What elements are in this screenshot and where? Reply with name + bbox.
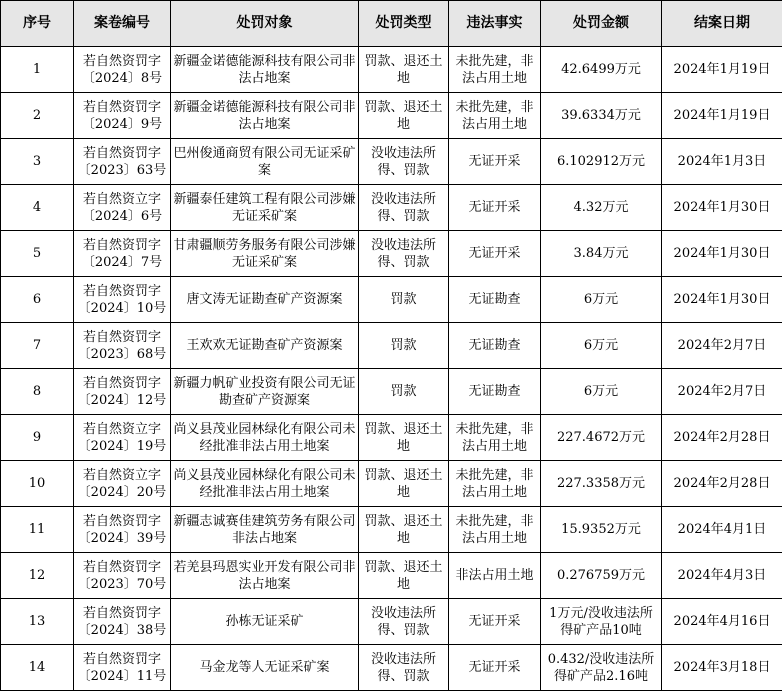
case-number-line1: 若自然资罚字 (82, 513, 161, 529)
cell-close-date: 2024年1月30日 (662, 277, 782, 323)
cell-target: 新疆金诺德能源科技有限公司非法占地案 (171, 93, 359, 139)
table-row (1, 93, 782, 139)
cell-penalty-type: 没收违法所得、罚款 (359, 185, 449, 231)
table-row (1, 599, 782, 645)
cell-case-number (74, 507, 171, 553)
header-penalty-amount: 处罚金额 (541, 1, 662, 47)
cell-violation-fact: 无证勘查 (449, 323, 541, 369)
case-number-line1: 若自然资罚字 (82, 145, 161, 161)
cell-violation-fact: 无证开采 (449, 599, 541, 645)
table-row (1, 553, 782, 599)
cell-penalty-amount: 42.6499万元 (541, 47, 662, 93)
case-number-line2: 〔2024〕20号 (77, 484, 167, 500)
cell-penalty-amount: 15.9352万元 (541, 507, 662, 553)
cell-violation-fact: 无证开采 (449, 139, 541, 185)
cell-penalty-amount: 0.276759万元 (541, 553, 662, 599)
cell-target: 若羌县玛恩实业开发有限公司非法占地案 (171, 553, 359, 599)
cell-no: 4 (1, 185, 74, 231)
cell-penalty-amount: 227.3358万元 (541, 461, 662, 507)
case-number-line1: 若自然资罚字 (82, 605, 161, 621)
case-number-line2: 〔2023〕70号 (77, 576, 167, 592)
case-number-line1: 若自然资立字 (82, 421, 161, 437)
cell-case-number (74, 277, 171, 323)
header-penalty-type: 处罚类型 (359, 1, 449, 47)
cell-penalty-type: 罚款 (359, 323, 449, 369)
cell-target: 孙栋无证采矿 (171, 599, 359, 645)
table-row (1, 415, 782, 461)
cell-close-date: 2024年2月28日 (662, 461, 782, 507)
case-number-line2: 〔2024〕9号 (81, 116, 163, 132)
case-number-line1: 若自然资罚字 (82, 329, 161, 345)
cell-no: 2 (1, 93, 74, 139)
case-number-line2: 〔2024〕38号 (77, 622, 167, 638)
table-row (1, 461, 782, 507)
cell-case-number (74, 93, 171, 139)
cell-case-number (74, 185, 171, 231)
case-number-line2: 〔2023〕63号 (77, 162, 167, 178)
cell-case-number (74, 231, 171, 277)
cell-target: 尚义县茂业园林绿化有限公司未经批准非法占用土地案 (171, 415, 359, 461)
cell-no: 8 (1, 369, 74, 415)
cell-penalty-amount: 6万元 (541, 369, 662, 415)
cell-target: 新疆泰任建筑工程有限公司涉嫌无证采矿案 (171, 185, 359, 231)
cell-penalty-type: 罚款、退还土地 (359, 553, 449, 599)
case-number-line1: 若自然资罚字 (82, 375, 161, 391)
cell-penalty-type: 罚款、退还土地 (359, 93, 449, 139)
cell-close-date: 2024年2月7日 (662, 323, 782, 369)
table-row (1, 47, 782, 93)
cell-penalty-type: 罚款 (359, 277, 449, 323)
case-number-line1: 若自然资立字 (82, 467, 161, 483)
cell-target: 王欢欢无证勘查矿产资源案 (171, 323, 359, 369)
cell-violation-fact: 无证开采 (449, 185, 541, 231)
case-number-line1: 若自然资罚字 (82, 283, 161, 299)
cell-penalty-type: 罚款、退还土地 (359, 415, 449, 461)
table-row (1, 645, 782, 691)
cell-violation-fact: 无证开采 (449, 645, 541, 691)
cell-violation-fact: 未批先建，非法占用土地 (449, 93, 541, 139)
header-violation-fact: 违法事实 (449, 1, 541, 47)
case-number-line2: 〔2024〕11号 (77, 668, 167, 684)
cell-no: 3 (1, 139, 74, 185)
cell-penalty-type: 没收违法所得、罚款 (359, 139, 449, 185)
cell-target: 马金龙等人无证采矿案 (171, 645, 359, 691)
cell-penalty-amount: 227.4672万元 (541, 415, 662, 461)
header-row (1, 1, 782, 47)
case-number-line1: 若自然资罚字 (82, 237, 161, 253)
case-number-line1: 若自然资罚字 (82, 559, 161, 575)
table-row (1, 277, 782, 323)
cell-violation-fact: 未批先建，非法占用土地 (449, 507, 541, 553)
cell-case-number (74, 323, 171, 369)
cell-penalty-amount: 6万元 (541, 323, 662, 369)
table-header (1, 1, 782, 47)
cell-violation-fact: 无证开采 (449, 231, 541, 277)
table-row (1, 185, 782, 231)
cell-penalty-type: 罚款、退还土地 (359, 507, 449, 553)
cell-no: 5 (1, 231, 74, 277)
cell-close-date: 2024年2月7日 (662, 369, 782, 415)
cell-close-date: 2024年1月30日 (662, 185, 782, 231)
cell-penalty-type: 没收违法所得、罚款 (359, 231, 449, 277)
table-row (1, 139, 782, 185)
cell-target: 甘肃疆顺劳务服务有限公司涉嫌无证采矿案 (171, 231, 359, 277)
case-number-line2: 〔2023〕68号 (77, 346, 167, 362)
cell-close-date: 2024年4月16日 (662, 599, 782, 645)
cell-target: 唐文涛无证勘查矿产资源案 (171, 277, 359, 323)
case-number-line2: 〔2024〕10号 (77, 300, 167, 316)
case-number-line1: 若自然资罚字 (82, 651, 161, 667)
cell-close-date: 2024年3月18日 (662, 645, 782, 691)
cell-no: 13 (1, 599, 74, 645)
table-row (1, 507, 782, 553)
cell-case-number (74, 553, 171, 599)
cell-close-date: 2024年1月19日 (662, 93, 782, 139)
cell-violation-fact: 未批先建，非法占用土地 (449, 461, 541, 507)
cell-case-number (74, 369, 171, 415)
cell-penalty-type: 没收违法所得、罚款 (359, 645, 449, 691)
cell-target: 新疆金诺德能源科技有限公司非法占地案 (171, 47, 359, 93)
table-body (1, 47, 782, 691)
cell-penalty-amount: 1万元/没收违法所得矿产品10吨 (541, 599, 662, 645)
cell-penalty-type: 罚款 (359, 369, 449, 415)
cell-penalty-type: 没收违法所得、罚款 (359, 599, 449, 645)
cell-no: 12 (1, 553, 74, 599)
cell-target: 新疆志诚赛佳建筑劳务有限公司非法占地案 (171, 507, 359, 553)
case-number-line1: 若自然资罚字 (82, 99, 161, 115)
cell-penalty-amount: 39.6334万元 (541, 93, 662, 139)
cell-no: 6 (1, 277, 74, 323)
cell-case-number (74, 139, 171, 185)
case-number-line1: 若自然资罚字 (82, 53, 161, 69)
cell-penalty-amount: 6.102912万元 (541, 139, 662, 185)
cell-violation-fact: 无证勘查 (449, 277, 541, 323)
cell-close-date: 2024年1月3日 (662, 139, 782, 185)
cell-no: 10 (1, 461, 74, 507)
cell-penalty-amount: 6万元 (541, 277, 662, 323)
cell-violation-fact: 未批先建，非法占用土地 (449, 415, 541, 461)
header-no: 序号 (1, 1, 74, 47)
case-number-line2: 〔2024〕19号 (77, 438, 167, 454)
cell-violation-fact: 非法占用土地 (449, 553, 541, 599)
cell-no: 7 (1, 323, 74, 369)
cell-case-number (74, 599, 171, 645)
cell-close-date: 2024年2月28日 (662, 415, 782, 461)
case-number-line1: 若自然资立字 (82, 191, 161, 207)
case-number-line2: 〔2024〕6号 (81, 208, 163, 224)
cell-penalty-amount: 0.432/没收违法所得矿产品2.16吨 (541, 645, 662, 691)
case-number-line2: 〔2024〕39号 (77, 530, 167, 546)
cell-penalty-amount: 4.32万元 (541, 185, 662, 231)
cell-penalty-type: 罚款、退还土地 (359, 47, 449, 93)
cell-close-date: 2024年4月3日 (662, 553, 782, 599)
table-row (1, 231, 782, 277)
cell-case-number (74, 415, 171, 461)
header-target: 处罚对象 (171, 1, 359, 47)
cell-violation-fact: 未批先建，非法占用土地 (449, 47, 541, 93)
cell-close-date: 2024年1月19日 (662, 47, 782, 93)
cell-penalty-amount: 3.84万元 (541, 231, 662, 277)
case-number-line2: 〔2024〕8号 (81, 70, 163, 86)
cell-target: 新疆力帆矿业投资有限公司无证勘查矿产资源案 (171, 369, 359, 415)
cell-case-number (74, 47, 171, 93)
cell-target: 巴州俊通商贸有限公司无证采矿案 (171, 139, 359, 185)
case-number-line2: 〔2024〕12号 (77, 392, 167, 408)
cell-case-number (74, 461, 171, 507)
cell-close-date: 2024年4月1日 (662, 507, 782, 553)
cell-penalty-type: 罚款、退还土地 (359, 461, 449, 507)
cell-case-number (74, 645, 171, 691)
cell-no: 14 (1, 645, 74, 691)
cell-close-date: 2024年1月30日 (662, 231, 782, 277)
table-row (1, 323, 782, 369)
header-case-number: 案卷编号 (74, 1, 171, 47)
cell-target: 尚义县茂业园林绿化有限公司未经批准非法占用土地案 (171, 461, 359, 507)
cell-no: 9 (1, 415, 74, 461)
cell-no: 11 (1, 507, 74, 553)
cell-no: 1 (1, 47, 74, 93)
table-row (1, 369, 782, 415)
case-number-line2: 〔2024〕7号 (81, 254, 163, 270)
cell-violation-fact: 无证勘查 (449, 369, 541, 415)
header-close-date: 结案日期 (662, 1, 782, 47)
